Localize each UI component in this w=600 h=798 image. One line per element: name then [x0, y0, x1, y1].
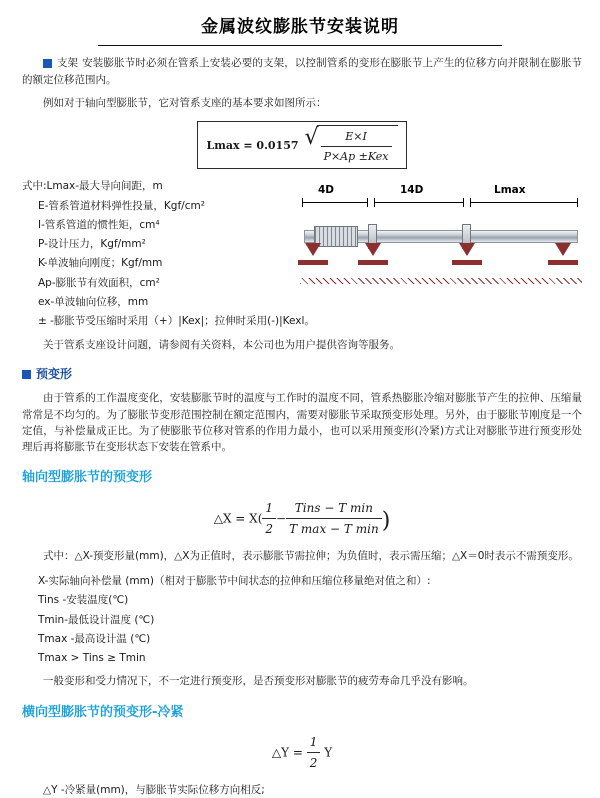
- variable-tmin: Tmin-最低设计温度 (℃): [38, 613, 155, 626]
- axial-formula-minus: −: [276, 511, 287, 526]
- support-paragraph-1-text: 安装膨胀节时必须在管系上安装必要的支架，以控制管系的变形在膨胀节上产生的位移方向并限制在膨胀节的额定位移范围内。: [22, 57, 582, 86]
- axial-formula-temp-fraction: [286, 499, 382, 539]
- axial-predeform-note: 式中：△X-预变形量(mm)，△X为正值时，表示膨胀节需拉伸；为负值时，表示需压缩；△X＝0时表示不需预变形。: [43, 549, 579, 562]
- predeform-paragraph-1: 由于管系的工作温度变化，安装膨胀节时的温度与工作时的温度不同，管系热膨胀冷缩对膨胀节产生的拉伸、压缩量常常是不均匀的。为了膨胀节变形范围控制在额定范围内，需要对膨胀节采取预变形处理。另外，由于膨胀节刚度是一个定值，与补偿量成正比。为了使膨胀节位移对管系的作用力最小，也可以采用预变形(冷紧)方式让对膨胀节进行预变形处理后再将膨胀节在变形状态下安装在管系中。: [22, 392, 582, 454]
- variable-p: P-设计压力，Kgf/mm²: [38, 238, 146, 251]
- pipe-anchor-right: [548, 243, 578, 265]
- figure-label-4d: 4D: [318, 184, 335, 197]
- lateral-formula-half: [307, 733, 321, 773]
- lateral-predeform-heading: 横向型膨胀节的预变形-冷紧: [22, 704, 184, 720]
- lmax-fraction-denominator: P×Ap ±Kex: [323, 150, 389, 164]
- anchor-triangle-icon: [555, 243, 571, 256]
- pipe-diagram: [296, 210, 582, 284]
- square-bullet-icon: [43, 59, 52, 68]
- lmax-formula: [22, 121, 582, 169]
- variable-k: K-单波轴向刚度；Kgf/mm: [38, 257, 163, 270]
- anchor-base: [548, 260, 578, 265]
- pipe-anchor-mid-2: [452, 243, 482, 265]
- support-closing-paragraph: 关于管系支座设计问题，请参阅有关资料，本公司也为用户提供咨询等服务。: [43, 338, 400, 351]
- pipe-anchor-mid-1: [358, 243, 388, 265]
- axial-formula-temp-num: Tins − T min: [286, 499, 382, 520]
- support-section-label: 支架: [57, 57, 78, 70]
- lateral-formula-half-num: 1: [307, 733, 321, 754]
- axial-predeform-tail: 一般变形和受力情况下，不一定进行预变形，是否预变形对膨胀节的疲劳寿命几乎没有影响。: [43, 675, 474, 688]
- document-content: [0, 55, 600, 798]
- dim-line-4d: [302, 202, 368, 203]
- variable-e: E-管系管道材料弹性投量，Kgf/cm²: [38, 199, 205, 212]
- lmax-formula-lhs: Lmax = 0.0157: [206, 138, 299, 152]
- axial-formula-half-num: 1: [262, 499, 276, 520]
- anchor-base: [452, 260, 482, 265]
- figure-dimension-lines: [296, 198, 582, 208]
- support-paragraph-2: 例如对于轴向型膨胀节，它对管系支座的基本要求如图所示：: [43, 97, 327, 110]
- lmax-formula-radical: [305, 125, 398, 165]
- radical-sign-icon: √: [304, 125, 319, 151]
- variable-ex: ex-单波轴向位移，mm: [38, 295, 149, 308]
- anchor-triangle-icon: [305, 243, 321, 256]
- variable-x: X-实际轴向补偿量 (mm)（相对于膨胀节中间状态的拉伸和压缩位移量绝对值之和）:: [38, 575, 431, 588]
- axial-predeform-formula: [22, 499, 582, 539]
- axial-formula-rhs: ): [381, 508, 391, 534]
- lateral-predeform-note: △Y -冷紧量(mm)，与膨胀节实际位移方向相反;: [43, 783, 265, 796]
- lateral-formula-lhs: △Y =: [271, 745, 303, 760]
- lateral-predeform-formula: [22, 733, 582, 773]
- axial-predeform-heading: 轴向型膨胀节的预变形: [22, 470, 153, 486]
- figure-label-lmax: Lmax: [494, 184, 526, 197]
- ground-hatching: [300, 278, 582, 284]
- lateral-formula-half-den: 2: [309, 756, 318, 771]
- figure-label-14d: 14D: [400, 184, 424, 197]
- dim-line-lmax: [470, 202, 578, 203]
- predeform-section-label: 预变形: [36, 366, 73, 381]
- axial-formula-half: [262, 499, 276, 539]
- variable-lmax: 式中:Lmax-最大导向间距，m: [22, 180, 163, 193]
- lmax-fraction: [321, 128, 392, 165]
- axial-formula-lhs: △X = X(: [213, 511, 263, 526]
- document-page: [0, 14, 600, 796]
- predeform-section-heading: [22, 365, 582, 384]
- variable-i: I-管系管道的惯性矩，cm⁴: [38, 218, 160, 231]
- variable-temp-relation: Tmax > Tins ≥ Tmin: [38, 652, 146, 665]
- variable-sign-note: ± -膨胀节受压缩时采用（+）|Kex|；拉伸时采用(-)|Kexl。: [38, 315, 315, 328]
- page-title: 金属波纹膨胀节安装说明: [201, 17, 399, 37]
- axial-formula-temp-den: T max − T min: [289, 522, 379, 537]
- square-bullet-icon: [22, 370, 31, 379]
- axial-formula-half-den: 2: [265, 522, 274, 537]
- variable-tins: Tins -安装温度(℃): [38, 594, 129, 607]
- title-underline: [98, 45, 502, 46]
- radical-body: [317, 125, 398, 165]
- support-section-heading: [43, 55, 78, 71]
- figure-dimension-labels: [296, 182, 582, 198]
- axial-variable-list: [22, 573, 582, 666]
- pipe-support-figure: [296, 182, 582, 298]
- lmax-formula-box: [197, 121, 406, 169]
- anchor-base: [358, 260, 388, 265]
- variable-ap: Ap-膨胀节有效面积，cm²: [38, 276, 160, 289]
- anchor-triangle-icon: [459, 243, 475, 256]
- dim-line-14d: [374, 202, 464, 203]
- lmax-fraction-numerator: E×I: [321, 128, 392, 147]
- anchor-base: [298, 260, 328, 265]
- support-paragraph-1: [22, 55, 582, 88]
- variable-tmax: Tmax -最高设计温 (℃): [38, 632, 151, 645]
- pipe-anchor-left: [298, 243, 328, 265]
- lateral-formula-rhs: Y: [324, 745, 333, 760]
- anchor-triangle-icon: [365, 243, 381, 256]
